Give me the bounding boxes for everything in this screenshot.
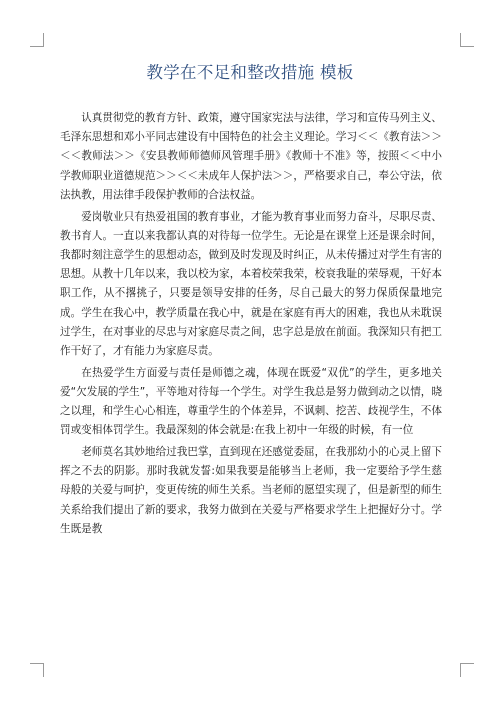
document-title: 教学在不足和整改措施 模板: [146, 63, 354, 82]
page-corner-mark-bottom-left: [30, 663, 44, 677]
page-corner-mark-top-right: [460, 33, 474, 47]
paragraph-4: 老师莫名其妙地给过我巴掌，直到现在还感觉委屈，在我那幼小的心灵上留下挥之不去的阴影。那时我就发誓:如果我要是能够当上老师，我一定要给予学生慈母般的关爱与呵护，变更传统的师生关系。当老师的愿望实现了，但是新型的师生关系给我们提出了新的要求，我努力做到在关爱与严格要求学生上把握好分寸。学生既是教: [60, 445, 442, 535]
paragraph-3: 在热爱学生方面爱与责任是师德之魂，体现在既爱“双优”的学生，更多地关爱“欠发展的学生”，平等地对待每一个学生。对学生我总是努力做到动之以情，晓之以理，和学生心心相连，尊重学生的个体差异，不讽刺、挖苦、歧视学生，不体罚或变相体罚学生。我最深刻的体会就是:在我上初中一年级的时候，有一位: [60, 366, 442, 437]
page-corner-mark-top-left: [30, 33, 44, 47]
page-corner-mark-bottom-right: [460, 663, 474, 677]
paragraph-2: 爱岗敬业只有热爱祖国的教育事业，才能为教育事业而努力奋斗，尽职尽责、教书育人。一直以来我都认真的对待每一位学生。无论是在课堂上还是课余时间，我都时刻注意学生的思想动态，做到及时发现及时纠正，从未传播过对学生有害的思想。从教十几年以来，我以校为家，本着校荣我荣，校衰我耻的荣辱观，干好本职工作，从不撂挑子，只要是领导安排的任务，尽自己最大的努力保质保量地完成。学生在我心中，教学质量在我心中，就是在家庭有再大的困难，我也从未耽误过学生，在对事业的尽忠与对家庭尽责之间，忠字总是放在前面。我深知只有把工作干好了，才有能力为家庭尽责。: [60, 210, 442, 357]
document-body: [60, 109, 442, 539]
paragraph-1: 认真贯彻党的教育方针、政策，遵守国家宪法与法律，学习和宣传马列主义、毛泽东思想和邓小平同志建设有中国特色的社会主义理论。学习＜＜《教育法＞＞＜＜教师法＞＞《安县教师师德师风管理手册》《教师十不准》等，按照＜＜中小学教师职业道德规范＞＞＜＜未成年人保护法＞＞，严格要求自己，奉公守法，依法执教，用法律手段保护教师的合法权益。: [60, 112, 442, 201]
